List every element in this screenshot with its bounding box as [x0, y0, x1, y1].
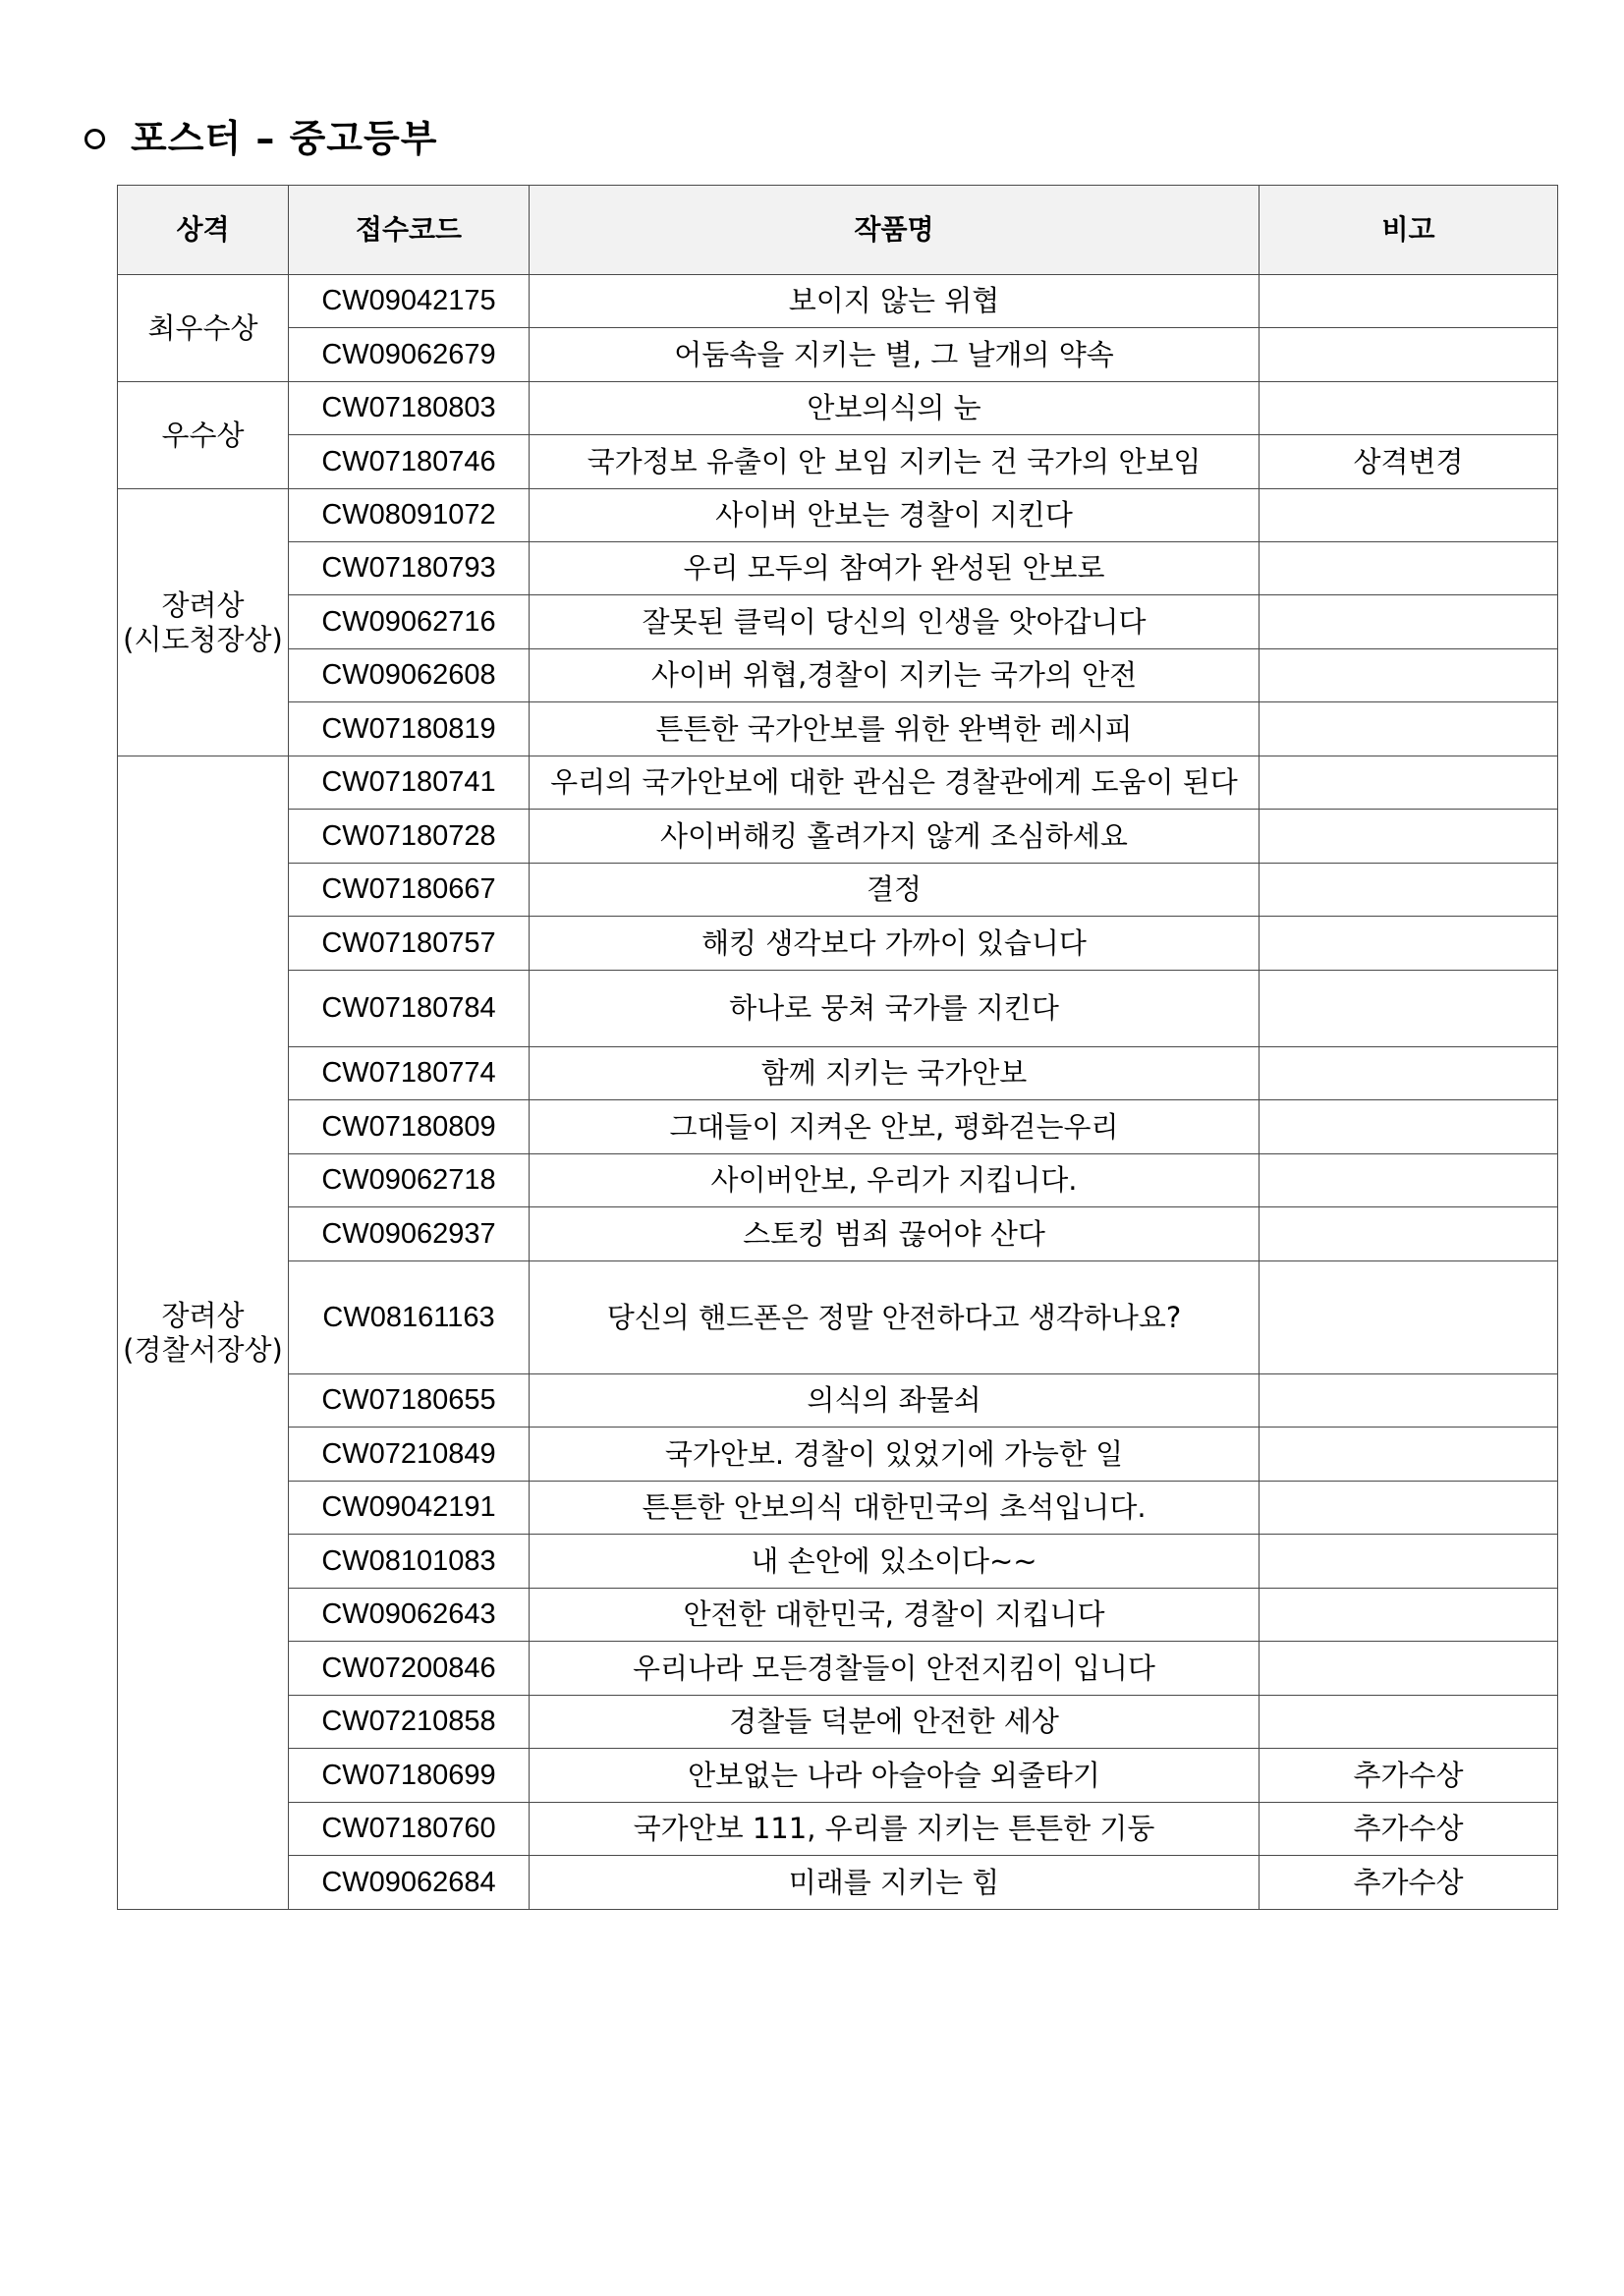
table-row	[118, 810, 1558, 864]
title-cell: 잘못된 클릭이 당신의 인생을 앗아갑니다	[530, 595, 1260, 649]
rank-cell	[118, 275, 289, 382]
title-cell: 사이버 안보는 경찰이 지킨다	[530, 489, 1260, 542]
note-cell	[1260, 1428, 1558, 1482]
note-cell	[1260, 275, 1558, 328]
table-row	[118, 1207, 1558, 1261]
rank-label: 최우수상	[147, 310, 258, 345]
note-cell	[1260, 810, 1558, 864]
table-row	[118, 1803, 1558, 1856]
table-row	[118, 702, 1558, 756]
note-cell	[1260, 917, 1558, 971]
code-cell: CW07210849	[289, 1428, 530, 1482]
note-cell: 추가수상	[1260, 1803, 1558, 1856]
section-title: 포스터 – 중고등부	[131, 117, 438, 160]
title-cell: 안전한 대한민국, 경찰이 지킵니다	[530, 1589, 1260, 1642]
note-cell	[1260, 1589, 1558, 1642]
code-cell: CW09062718	[289, 1154, 530, 1207]
circle-bullet-icon	[84, 129, 105, 149]
title-cell: 당신의 핸드폰은 정말 안전하다고 생각하나요?	[530, 1261, 1260, 1374]
title-cell: 국가안보. 경찰이 있었기에 가능한 일	[530, 1428, 1260, 1482]
rank-cell	[118, 756, 289, 1910]
code-cell: CW07210858	[289, 1696, 530, 1749]
title-cell: 국가안보 111, 우리를 지키는 튼튼한 기둥	[530, 1803, 1260, 1856]
section-heading	[84, 112, 437, 165]
title-cell: 해킹 생각보다 가까이 있습니다	[530, 917, 1260, 971]
code-cell: CW07180819	[289, 702, 530, 756]
title-cell: 하나로 뭉쳐 국가를 지킨다	[530, 971, 1260, 1047]
note-cell	[1260, 649, 1558, 702]
title-cell: 함께 지키는 국가안보	[530, 1047, 1260, 1100]
title-cell: 사이버안보, 우리가 지킵니다.	[530, 1154, 1260, 1207]
note-cell	[1260, 1100, 1558, 1154]
title-cell: 미래를 지키는 힘	[530, 1856, 1260, 1910]
title-cell: 어둠속을 지키는 별, 그 날개의 약속	[530, 328, 1260, 382]
title-cell: 경찰들 덕분에 안전한 세상	[530, 1696, 1260, 1749]
award-table	[117, 185, 1558, 1910]
note-cell	[1260, 382, 1558, 435]
note-cell: 상격변경	[1260, 435, 1558, 489]
table-header-row	[118, 186, 1558, 275]
table-row	[118, 1642, 1558, 1696]
note-cell: 추가수상	[1260, 1856, 1558, 1910]
title-cell: 안보의식의 눈	[530, 382, 1260, 435]
title-cell: 보이지 않는 위협	[530, 275, 1260, 328]
note-cell	[1260, 756, 1558, 810]
award-table-body	[118, 275, 1558, 1910]
table-row	[118, 1154, 1558, 1207]
title-cell: 안보없는 나라 아슬아슬 외줄타기	[530, 1749, 1260, 1803]
rank-label: 장려상	[161, 588, 245, 622]
note-cell	[1260, 1047, 1558, 1100]
rank-label: 우수상	[161, 418, 245, 452]
code-cell: CW08101083	[289, 1535, 530, 1589]
note-cell	[1260, 702, 1558, 756]
note-cell	[1260, 1535, 1558, 1589]
code-cell: CW07180793	[289, 542, 530, 595]
note-cell	[1260, 1261, 1558, 1374]
table-row	[118, 382, 1558, 435]
note-cell	[1260, 328, 1558, 382]
code-cell: CW07180746	[289, 435, 530, 489]
header-note: 비고	[1260, 186, 1558, 275]
table-row	[118, 489, 1558, 542]
title-cell: 사이버 위협,경찰이 지키는 국가의 안전	[530, 649, 1260, 702]
title-cell: 우리나라 모든경찰들이 안전지킴이 입니다	[530, 1642, 1260, 1696]
code-cell: CW07180760	[289, 1803, 530, 1856]
table-row	[118, 1100, 1558, 1154]
code-cell: CW09042175	[289, 275, 530, 328]
table-row	[118, 1428, 1558, 1482]
note-cell	[1260, 595, 1558, 649]
title-cell: 국가정보 유출이 안 보임 지키는 건 국가의 안보임	[530, 435, 1260, 489]
table-row	[118, 1374, 1558, 1428]
note-cell	[1260, 542, 1558, 595]
code-cell: CW07180774	[289, 1047, 530, 1100]
note-cell	[1260, 864, 1558, 917]
code-cell: CW09062937	[289, 1207, 530, 1261]
code-cell: CW07200846	[289, 1642, 530, 1696]
code-cell: CW09062716	[289, 595, 530, 649]
rank-cell	[118, 489, 289, 756]
table-row	[118, 328, 1558, 382]
note-cell	[1260, 1374, 1558, 1428]
table-row	[118, 435, 1558, 489]
rank-label: (경찰서장상)	[123, 1332, 283, 1367]
note-cell: 추가수상	[1260, 1749, 1558, 1803]
table-row	[118, 1589, 1558, 1642]
code-cell: CW07180667	[289, 864, 530, 917]
title-cell: 튼튼한 안보의식 대한민국의 초석입니다.	[530, 1482, 1260, 1535]
rank-cell	[118, 382, 289, 489]
table-row	[118, 542, 1558, 595]
code-cell: CW08091072	[289, 489, 530, 542]
code-cell: CW07180809	[289, 1100, 530, 1154]
table-row	[118, 275, 1558, 328]
title-cell: 우리의 국가안보에 대한 관심은 경찰관에게 도움이 된다	[530, 756, 1260, 810]
table-row	[118, 1047, 1558, 1100]
code-cell: CW07180728	[289, 810, 530, 864]
table-row	[118, 1749, 1558, 1803]
note-cell	[1260, 489, 1558, 542]
code-cell: CW07180655	[289, 1374, 530, 1428]
note-cell	[1260, 1482, 1558, 1535]
table-row	[118, 1856, 1558, 1910]
table-row	[118, 864, 1558, 917]
code-cell: CW09062679	[289, 328, 530, 382]
title-cell: 의식의 좌물쇠	[530, 1374, 1260, 1428]
table-row	[118, 971, 1558, 1047]
note-cell	[1260, 1207, 1558, 1261]
rank-label: 장려상	[161, 1298, 245, 1332]
table-row	[118, 595, 1558, 649]
title-cell: 우리 모두의 참여가 완성된 안보로	[530, 542, 1260, 595]
table-row	[118, 1261, 1558, 1374]
code-cell: CW07180757	[289, 917, 530, 971]
code-cell: CW07180803	[289, 382, 530, 435]
rank-label: (시도청장상)	[123, 622, 283, 656]
code-cell: CW07180784	[289, 971, 530, 1047]
code-cell: CW07180741	[289, 756, 530, 810]
code-cell: CW07180699	[289, 1749, 530, 1803]
title-cell: 그대들이 지켜온 안보, 평화걷는우리	[530, 1100, 1260, 1154]
title-cell: 튼튼한 국가안보를 위한 완벽한 레시피	[530, 702, 1260, 756]
code-cell: CW09042191	[289, 1482, 530, 1535]
note-cell	[1260, 1154, 1558, 1207]
code-cell: CW09062643	[289, 1589, 530, 1642]
title-cell: 사이버해킹 홀려가지 않게 조심하세요	[530, 810, 1260, 864]
code-cell: CW09062684	[289, 1856, 530, 1910]
note-cell	[1260, 1642, 1558, 1696]
title-cell: 결정	[530, 864, 1260, 917]
table-row	[118, 756, 1558, 810]
title-cell: 스토킹 범죄 끊어야 산다	[530, 1207, 1260, 1261]
note-cell	[1260, 1696, 1558, 1749]
table-row	[118, 1535, 1558, 1589]
table-row	[118, 649, 1558, 702]
title-cell: 내 손안에 있소이다~~	[530, 1535, 1260, 1589]
table-row	[118, 1696, 1558, 1749]
note-cell	[1260, 971, 1558, 1047]
header-code: 접수코드	[289, 186, 530, 275]
code-cell: CW08161163	[289, 1261, 530, 1374]
header-title: 작품명	[530, 186, 1260, 275]
table-row	[118, 1482, 1558, 1535]
code-cell: CW09062608	[289, 649, 530, 702]
header-rank: 상격	[118, 186, 289, 275]
table-row	[118, 917, 1558, 971]
